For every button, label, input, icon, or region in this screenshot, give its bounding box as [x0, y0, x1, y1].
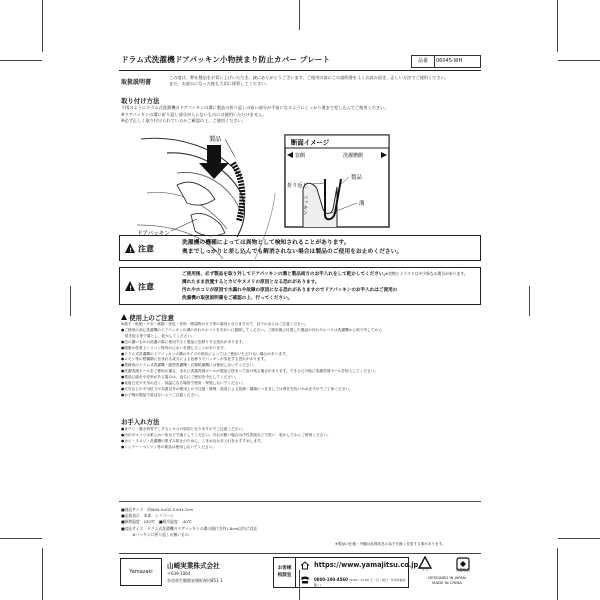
crop-mark — [557, 548, 558, 600]
svg-text:!: ! — [129, 285, 132, 292]
crop-mark — [558, 60, 600, 61]
hand-icon — [177, 182, 215, 205]
install-line: ※ドアパッキンの溝に折り返し部分が入らないものには使用いただけません。 — [121, 111, 267, 117]
list-item: ●汚れやホコリは柔らかい布などで落としてください。汚れが酷い場合は中性洗剤などで洗い、乾かしてからご使用ください。 — [121, 432, 331, 437]
insert-arrow-icon — [199, 145, 229, 179]
spec-list — [121, 507, 257, 538]
document-title: ドラム式洗濯機ドアパッキン小物挟まり防止カバー プレート — [121, 55, 331, 64]
crop-mark — [529, 286, 530, 316]
crop-mark — [42, 0, 43, 52]
company-name: 山崎実業株式会社 — [167, 562, 220, 570]
crop-mark — [558, 538, 600, 539]
groove-label: 溝 — [359, 201, 365, 207]
phone-number-text: 0800-100-4560 — [314, 577, 348, 582]
list-item: ●ドラム式洗濯機のドアパッキンの溝のサイズや形状によってはご使用いただけない場合があります。 — [121, 351, 290, 356]
caution-badge — [124, 280, 168, 292]
caution-line: ご使用後、必ず製品を取り外してドアパッキンの溝と製品両方のお手入れをして乾かしてください。 — [182, 272, 389, 277]
website-url[interactable]: https://www.yamajitsu.co.jp — [314, 561, 419, 569]
figure-label-packing: ドアパッキン — [137, 231, 170, 237]
phone-icon — [300, 576, 310, 584]
crop-mark — [70, 286, 71, 316]
list-item: ●樹脂の性質上シリコン特有のにおいを感じることがあります。 — [121, 345, 228, 350]
postal-code: 〒639-1064 — [167, 571, 191, 576]
spec-line: ※パッキンに折り返しが無いもの — [121, 531, 189, 537]
list-item: ●直射日光や火気の近く、高温になる場所で使用・保管しないでください。 — [121, 381, 246, 386]
list-item: ●製品に破れや変形がある場合は、直ちにご使用を中止してください。 — [121, 375, 239, 380]
product-number-label: 品番 — [412, 56, 435, 67]
home-icon — [300, 561, 310, 570]
recycle-marks — [411, 554, 481, 588]
figure-label-product: 製品 — [209, 136, 222, 143]
usage-heading-text: 使用上のご注意 — [129, 314, 174, 322]
caution-line: 汚れやホコリが原因で水漏れや故障の原因になる恐れがありますのでドアパッキンのお手入れはご使用の — [182, 288, 398, 293]
phone-number — [314, 577, 408, 587]
list-item: ※落下・転倒・ケガ・破損・変色・変形・吸湿物のキズ等の原因となりますので、以下の点にはご注意ください。 — [121, 322, 309, 326]
install-text — [121, 105, 479, 125]
list-item: ●ご使用の前に洗濯機のドアパッキンの溝の汚れやホコリをきれいに掃除してください。ご使用後に付着した製品の汚れやホコリは洗濯機から取り外してから — [121, 327, 382, 332]
leader-line — [225, 139, 235, 157]
drum-side-label: 洗濯槽側 — [343, 153, 364, 159]
packing-vertical-label: パッキン — [302, 195, 308, 215]
caution-text — [182, 239, 402, 257]
caution-line: 濡れたまま放置するとカビやヌメリの原因となる恐れがあります。 — [182, 280, 320, 285]
caution-line: 奥までしっかりと差し込んでも解消されない場合は製品のご使用をお止めください。 — [182, 249, 403, 255]
contact-label — [274, 558, 296, 587]
caution-badge — [124, 242, 168, 254]
brand-logo: Yamazaki — [120, 558, 162, 586]
company-address: 奈良県生駒郡安堵町窪田851-1 — [167, 578, 223, 583]
intro-text — [169, 75, 481, 87]
list-item: ●洗濯洗剤ボールをご使用の場合、まれに洗濯洗剤ボールが製品に挟まって溶け残る場合があります。できるだけ他に洗濯洗剤ボールを投入してください。 — [121, 369, 379, 374]
list-item: ●お子様が製品で遊ばないようご注意ください。 — [121, 392, 202, 397]
product-number-box — [411, 55, 481, 68]
spec-line: ■品質表示 本体：シリコーン — [121, 513, 174, 519]
list-item: ●業務用のドラム式洗濯機・縦型洗濯機・衣類乾燥機には使用しないでください。 — [121, 363, 257, 368]
crop-mark — [42, 548, 43, 600]
crop-mark — [557, 0, 558, 52]
caution-box — [119, 267, 481, 305]
hand-icon — [191, 213, 225, 235]
divider — [119, 501, 481, 502]
warning-icon — [121, 314, 127, 320]
figure-note: ※実物とイラストは多少異なる場合があります。 — [385, 271, 468, 276]
list-item: ●天災などの不可抗力や本書以外の使用上の不注意・修理・改造による故障・損傷につきましては責任を負いかねますのでご了承ください。 — [121, 386, 353, 391]
recycle-label: プラ — [421, 568, 429, 572]
caution-line: 洗濯機の取扱説明書をご確認の上、行ってください。 — [182, 296, 293, 301]
fold-label: 折り返し — [287, 183, 308, 189]
drum-outline — [141, 138, 241, 177]
crop-mark — [0, 60, 42, 61]
caution-line: 洗濯機の機種によっては異物として検知されることがあります。 — [182, 240, 350, 246]
spec-line: ■対応サイズ ドラム式洗濯機のドアパッキンの溝の奥行き約1.8cm以内に対応 — [121, 525, 258, 531]
made-in: MADE IN CHINA — [432, 580, 462, 585]
caution-badge-label: 注意 — [138, 282, 154, 292]
list-item: ●カビ・ヌメリ・洗濯槽の黒ずみ防止のために、こまめなお手入れをおすすめします。 — [121, 438, 265, 443]
intro-line: この度は、弊社製品をお買い上げいただき、誠にありがとうございます。ご使用の前にこの説明書をよくお読み頂き、正しい方法でご使用ください。 — [169, 75, 449, 80]
package-mark-label: 容器包装 — [455, 568, 471, 572]
install-line: 下図のようにドラム式洗濯機のドアパッキンの溝に製品の折り返しの短い部分が手前になるようにしっかり奥まで差し込んでご使用ください。 — [121, 105, 389, 110]
list-item: ●シンナー・ベンジン等の薬品は使用しないでください。 — [121, 444, 217, 449]
phone-hours: (9:00～17:00 土・日・祝日・年末年始を除く) — [314, 578, 406, 587]
caution-badge-label: 注意 — [138, 244, 154, 254]
list-item: ●レモン等の柑橘類に含まれる成分による色移りでパッキンが劣化する恐れがあります。 — [121, 357, 268, 362]
instruction-sheet — [119, 45, 481, 585]
usage-list — [121, 322, 477, 399]
usage-heading — [121, 313, 174, 322]
contact-label-line: お客様 — [277, 566, 292, 571]
product-number-value: 06045-WH — [436, 58, 463, 64]
list-item: ●タワシ・磨き粉等でこするとキズの原因となりますのでご注意ください。 — [121, 427, 246, 431]
list-item: ●色の濃いものの洗濯の際に使用すると製品に色移りする恐れがあります。 — [121, 339, 246, 344]
crop-mark — [0, 538, 42, 539]
care-list — [121, 427, 477, 451]
list-item: 拭き取る等で落とし、乾かしてください。 — [121, 333, 195, 338]
title-row — [119, 50, 481, 71]
window-side-label: 窓側 — [295, 153, 306, 159]
caution-box — [119, 235, 481, 261]
designed-in: DESIGNED IN JAPAN — [428, 575, 466, 580]
contact-box — [273, 557, 419, 588]
cross-section-title: 断面イメージ — [291, 138, 330, 147]
cover-plate — [233, 163, 242, 221]
install-line: ※必ず正しく取り付けられているかご確認の上、ご使用ください。 — [121, 118, 246, 123]
crop-mark — [299, 0, 300, 30]
product-section-label: 製品 — [351, 175, 362, 181]
manual-label: 取扱説明書 — [121, 79, 152, 86]
spec-note: ※製品の仕様・外観は品質改良の為予告無く変更する事があります。 — [335, 542, 446, 546]
care-heading: お手入れ方法 — [121, 418, 160, 426]
install-heading: 取り付け方法 — [121, 97, 160, 105]
footer — [119, 553, 481, 589]
spec-line: ■商品サイズ 約W44.5×D2.5×H4.7cm — [121, 507, 194, 512]
contact-label-line: 相談室 — [277, 573, 292, 578]
spec-line: ■耐熱温度 230℃ ■耐冷温度 -40℃ — [121, 519, 192, 525]
caution-text — [182, 271, 397, 303]
svg-text:!: ! — [129, 247, 132, 254]
intro-line: また、お読みになった後も大切に保管してください。 — [169, 81, 270, 86]
